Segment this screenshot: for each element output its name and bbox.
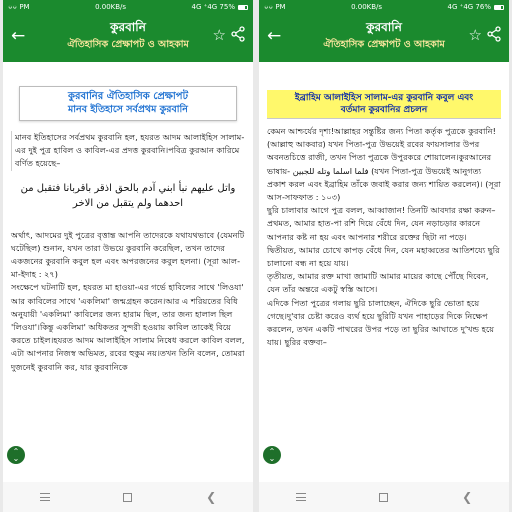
status-bar	[259, 0, 509, 14]
paragraph: সংক্ষেপে ঘটনাটি হল, হযরত মা হাওয়া-এর গর্ভে হাবিলের সাথে 'লিওযা' আর কাবিলের সাথে 'একলিমা' জন্মগ্রহন করেন।আর এ শরিয়তের বিধি অনুযায়ী 'একলিমা' কাবিলের জন্য হারাম ছিল, তার জন্য হালাল ছিল 'লিওযা'।কিন্তু একলিমা' অধিকতর সুন্দরী হওয়ায় কাবিল তাকেই বিয়ে করতে চাইল।হযরত আদম আলাইহিস সালাম নিষেধ করলে কাবিল বলল, এটা আপনার নিজস্ব অভিমত, রবের হুকুম নয়।তখন তিনি বলেন, তোমরা দুজনেই কুরবানি কর, যার কুরবানিকে	[11, 282, 245, 372]
status-network-speed: 0.00KB/s	[95, 3, 127, 11]
status-time: ০০ PM	[264, 3, 286, 11]
app-bar	[3, 14, 253, 62]
recent-apps-icon[interactable]	[296, 493, 306, 501]
arrow-left-icon[interactable]: ←	[267, 26, 282, 46]
back-triangle-icon[interactable]: ❮	[206, 490, 217, 504]
phone-screen-left	[3, 0, 253, 512]
article-content[interactable]	[259, 62, 509, 482]
status-network-speed: 0.00KB/s	[351, 3, 383, 11]
scroll-updown-icon[interactable]: ⌃ ⌄	[7, 446, 25, 464]
app-title: কুরবানি	[110, 20, 146, 34]
back-triangle-icon[interactable]: ❮	[462, 490, 473, 504]
paragraph: তৃতীয়ত, আমার রক্ত মাখা জামাটি আমার মায়ের কাছে পৌঁছে দিবেন, যেন তাঁর অন্তরে একটু স্বস্তি আসে।	[267, 271, 489, 295]
system-nav-bar	[3, 482, 253, 512]
share-icon[interactable]	[487, 26, 501, 42]
section-heading	[19, 86, 237, 121]
paragraph: মানব ইতিহাসের সর্বপ্রথম কুরবানি হল, হযরত আদম আলাইহিস সালাম-এর দুই পুত্র হাবিল ও কাবিল-এর প্রদত্ত কুরবানি।পবিত্র কুরআন কারিমে বর্ণিত হয়েছে–	[11, 131, 245, 171]
section-heading	[267, 90, 501, 119]
section-heading-line1: কুরবানির ঐতিহাসিক প্রেক্ষাপট	[67, 91, 189, 102]
paragraph: প্রথমত, আমার হাত-পা রশি দিয়ে বেঁধে দিন, যেন নড়াচড়ার কারনে আপনার কষ্ট না হয় এবং আপনার শরীরে রক্তের ছিটা না পড়ে।	[267, 218, 481, 242]
scroll-updown-icon[interactable]: ⌃ ⌄	[263, 446, 281, 464]
paragraph: ছুরি চালাবার আগে পুত্র বলল, আব্বাজান! তিনটি আবদার রক্ষা করুন–	[267, 205, 496, 216]
app-subtitle: ঐতিহাসিক প্রেক্ষাপট ও আহকাম	[67, 39, 189, 50]
system-nav-bar	[259, 482, 509, 512]
arrow-left-icon[interactable]: ←	[11, 26, 26, 46]
star-icon[interactable]: ☆	[212, 26, 226, 44]
battery-icon	[494, 5, 504, 10]
paragraph: অর্থাৎ, আদমের দুই পুত্রের বৃত্তান্ত আপনি তাদেরকে যথাযথভাবে (যেমনটি ঘটেছিল) শুনান, যখন তারা উভয়ে কুরবানি করেছিল, তখন তাদের একজনের কুরবানি কবুল হল এবং অপরজনের কবুল হলনা। (সূরা আল-মা-ইদাহ : ২৭)	[11, 229, 245, 280]
arabic-verse: واتل عليهم نبأ ابني آدم بالحق اذقر باقربانا فتقبل من احدهما ولم يتقبل من الاخر	[20, 182, 236, 209]
section-heading-line2: মানব ইতিহাসে সর্বপ্রথম কুরবানি	[68, 104, 188, 115]
section-heading-line1: ইব্রাহিম আলাইহিস সালাম-এর কুরবানি কবুল এবং	[294, 93, 474, 103]
section-heading-line2: বর্তমান কুরবানির প্রচলন	[340, 105, 428, 115]
app-bar	[259, 14, 509, 62]
star-icon[interactable]: ☆	[468, 26, 482, 44]
home-icon[interactable]	[379, 493, 388, 502]
home-icon[interactable]	[123, 493, 132, 502]
status-signal: 4G ⁺4G 76%	[447, 3, 491, 11]
paragraph: দ্বিতীয়ত, আমার চোখে কাপড় বেঁধে দিন, যেন মহাব্বতের আতিশয্যে ছুরি চালানো বন্ধ না হয়ে যায়।	[267, 244, 500, 269]
phone-screen-right	[259, 0, 509, 512]
status-bar	[3, 0, 253, 14]
app-title: কুরবানি	[366, 20, 402, 34]
paragraph: এদিকে পিতা পুত্রের গলায় ছুরি চালাচ্ছেন, ঐদিকে ছুরি ভোতা হয়ে গেছে।দু'বার চেষ্টা করেও ব্যর্থ হয়ে ছুরিটি যখন পাহাড়ের দিকে নিক্ষেপ করলেন, তখন একটি পাথরের উপর পড়ে তা ছুরির আঘাতে দু'খন্ড হয়ে যায়। ছুরির বক্তব্য–	[267, 297, 495, 348]
status-time: ০০ PM	[8, 3, 30, 11]
paragraph: কেমন আশ্চর্যের দৃশ্য!আল্লাহর সন্তুষ্টির জন্য পিতা কর্তৃক পুত্রকে কুরবানি!(আল্লাহু আকবার) যখন পিতা-পুত্র উভয়েই রবের ফায়সালার উপর অবনতচিত্তে রাজী, তখন পিতা পুত্রকে উপুরকরে শোয়ালেন।কুরআনের ভাষায়- فلما اسلما وتله للجبين (যখন পিতা-পুত্র উভয়েই আনুগত্য প্রকাশ করল এবং ইব্রাহিম তাঁকে জবাই করার জন্য শায়িত করলেন)। (সূরা আস-সাফফাত : ১০৩)	[267, 126, 501, 203]
share-icon[interactable]	[231, 26, 245, 42]
status-signal: 4G ⁺4G 75%	[191, 3, 235, 11]
recent-apps-icon[interactable]	[40, 493, 50, 501]
battery-icon	[238, 5, 248, 10]
app-subtitle: ঐতিহাসিক প্রেক্ষাপট ও আহকাম	[323, 39, 445, 50]
article-content[interactable]	[3, 62, 253, 482]
